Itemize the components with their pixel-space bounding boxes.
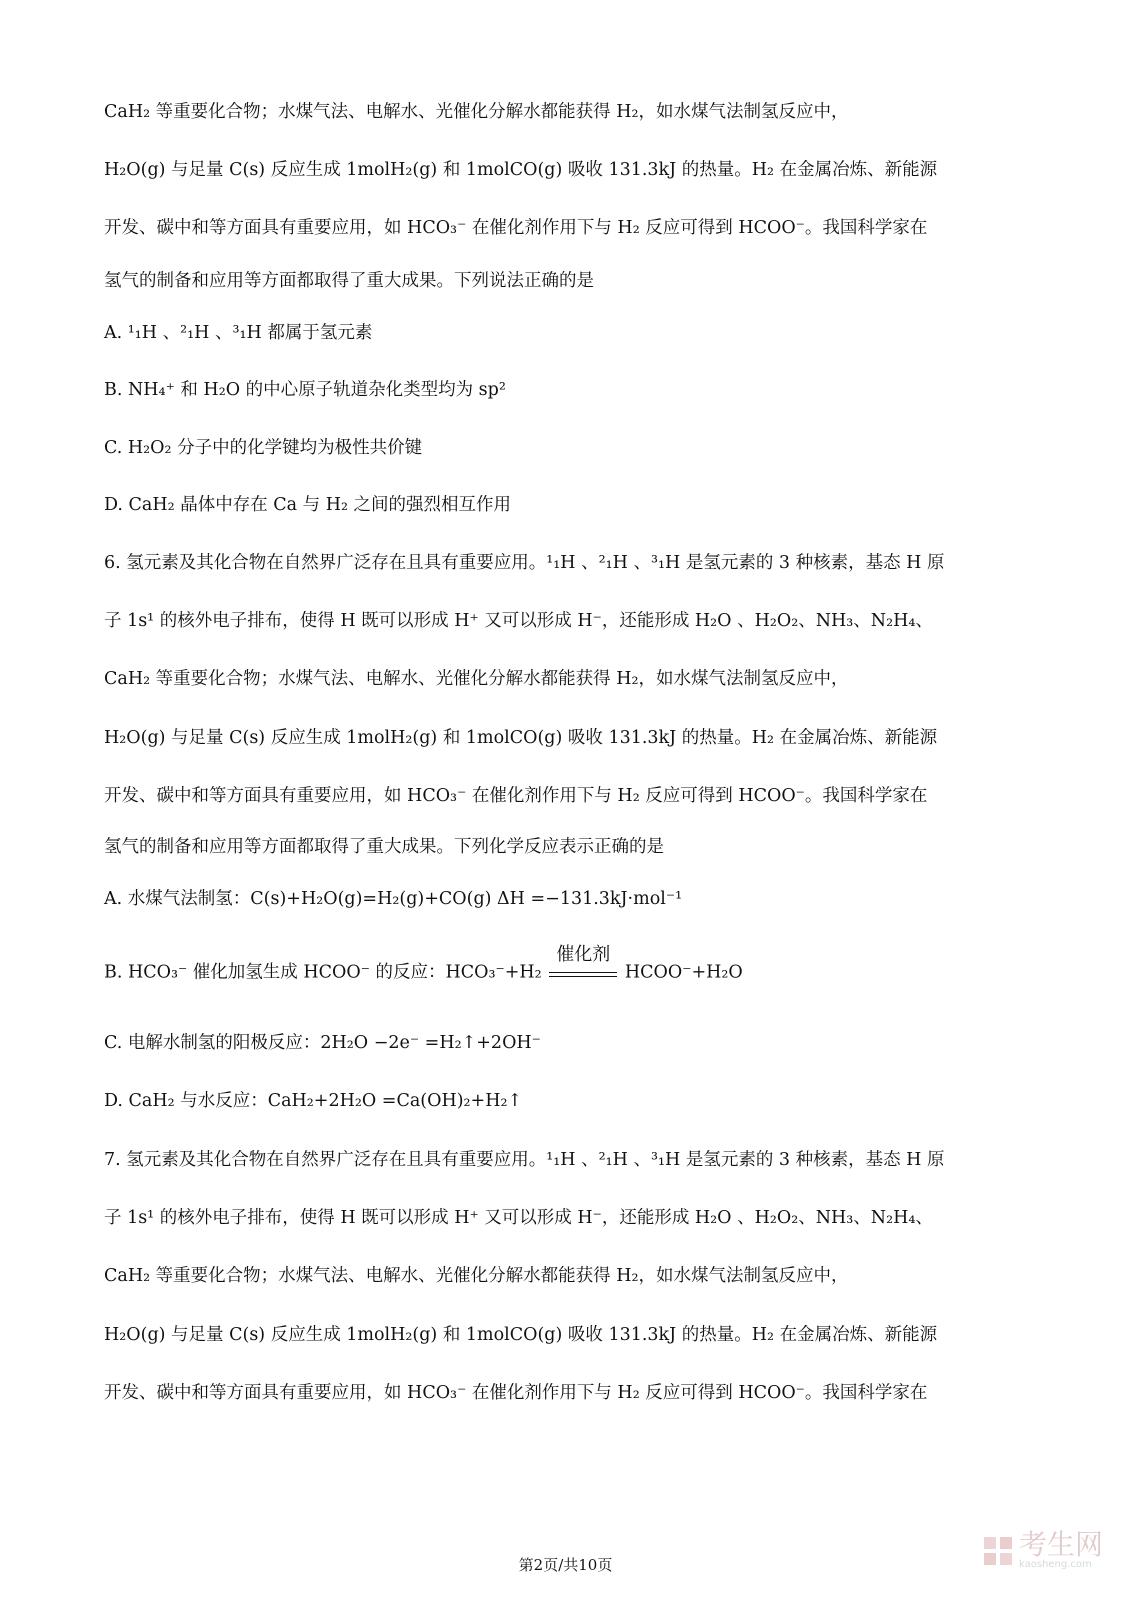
paragraph-line: CaH₂ 等重要化合物；水煤气法、电解水、光催化分解水都能获得 H₂，如水煤气法制氢反应中， <box>104 102 849 122</box>
page-number: 第2页/共10页 <box>518 1556 613 1574</box>
option-c: C. 电解水制氢的阳极反应：2H₂O −2e⁻ =H₂↑+2OH⁻ <box>104 1033 541 1053</box>
paragraph-line: CaH₂ 等重要化合物；水煤气法、电解水、光催化分解水都能获得 H₂，如水煤气法制氢反应中， <box>104 669 849 689</box>
paragraph-line: H₂O(g) 与足量 C(s) 反应生成 1molH₂(g) 和 1molCO(g) 吸收 131.3kJ 的热量。H₂ 在金属冶炼、新能源 <box>104 728 938 748</box>
option-d: D. CaH₂ 与水反应：CaH₂+2H₂O =Ca(OH)₂+H₂↑ <box>104 1091 523 1111</box>
double-bar <box>549 972 617 977</box>
paragraph-line: 氢气的制备和应用等方面都取得了重大成果。下列说法正确的是 <box>104 271 594 291</box>
paragraph-line: 氢气的制备和应用等方面都取得了重大成果。下列化学反应表示正确的是 <box>104 837 664 857</box>
paragraph-line: H₂O(g) 与足量 C(s) 反应生成 1molH₂(g) 和 1molCO(g) 吸收 131.3kJ 的热量。H₂ 在金属冶炼、新能源 <box>104 160 938 180</box>
paragraph-line: 子 1s¹ 的核外电子排布，使得 H 既可以形成 H⁺ 又可以形成 H⁻，还能形成 H₂O 、H₂O₂、NH₃、N₂H₄、 <box>104 1208 933 1228</box>
paragraph-line: 开发、碳中和等方面具有重要应用，如 HCO₃⁻ 在催化剂作用下与 H₂ 反应可得到 HCOO⁻。我国科学家在 <box>104 218 928 238</box>
kaosheng-logo-icon <box>983 1536 1013 1566</box>
option-b-rhs: HCOO⁻+H₂O <box>624 962 743 983</box>
watermark-domain: kaosheng.com <box>1018 1559 1092 1570</box>
option-a: A. ¹₁H 、²₁H 、³₁H 都属于氢元素 <box>104 323 373 343</box>
paragraph-line: 开发、碳中和等方面具有重要应用，如 HCO₃⁻ 在催化剂作用下与 H₂ 反应可得到 HCOO⁻。我国科学家在 <box>104 1383 928 1403</box>
option-d: D. CaH₂ 晶体中存在 Ca 与 H₂ 之间的强烈相互作用 <box>104 495 512 515</box>
watermark-name: 考生网 <box>1018 1528 1103 1561</box>
option-b: B. NH₄⁺ 和 H₂O 的中心原子轨道杂化类型均为 sp² <box>104 380 506 400</box>
question-7-stem: 7. 氢元素及其化合物在自然界广泛存在且具有重要应用。¹₁H 、²₁H 、³₁H 是氢元素的 3 种核素，基态 H 原 <box>104 1150 945 1170</box>
question-6-stem: 6. 氢元素及其化合物在自然界广泛存在且具有重要应用。¹₁H 、²₁H 、³₁H 是氢元素的 3 种核素，基态 H 原 <box>104 553 945 573</box>
watermark <box>983 1528 1103 1570</box>
paragraph-line: 开发、碳中和等方面具有重要应用，如 HCO₃⁻ 在催化剂作用下与 H₂ 反应可得到 HCOO⁻。我国科学家在 <box>104 786 928 806</box>
option-b <box>104 944 1031 988</box>
catalyst-label: 催化剂 <box>556 944 611 965</box>
option-b-lhs: B. HCO₃⁻ 催化加氢生成 HCOO⁻ 的反应：HCO₃⁻+H₂ <box>104 962 542 983</box>
paragraph-line: 子 1s¹ 的核外电子排布，使得 H 既可以形成 H⁺ 又可以形成 H⁻，还能形成 H₂O 、H₂O₂、NH₃、N₂H₄、 <box>104 611 933 631</box>
option-c: C. H₂O₂ 分子中的化学键均为极性共价键 <box>104 438 423 458</box>
paragraph-line: CaH₂ 等重要化合物；水煤气法、电解水、光催化分解水都能获得 H₂，如水煤气法制氢反应中， <box>104 1266 849 1286</box>
paragraph-line: H₂O(g) 与足量 C(s) 反应生成 1molH₂(g) 和 1molCO(g) 吸收 131.3kJ 的热量。H₂ 在金属冶炼、新能源 <box>104 1325 938 1345</box>
watermark-text <box>1018 1528 1103 1570</box>
option-a: A. 水煤气法制氢：C(s)+H₂O(g)=H₂(g)+CO(g) ΔH =−131.3kJ·mol⁻¹ <box>104 889 683 909</box>
catalyst-arrow <box>549 944 617 988</box>
